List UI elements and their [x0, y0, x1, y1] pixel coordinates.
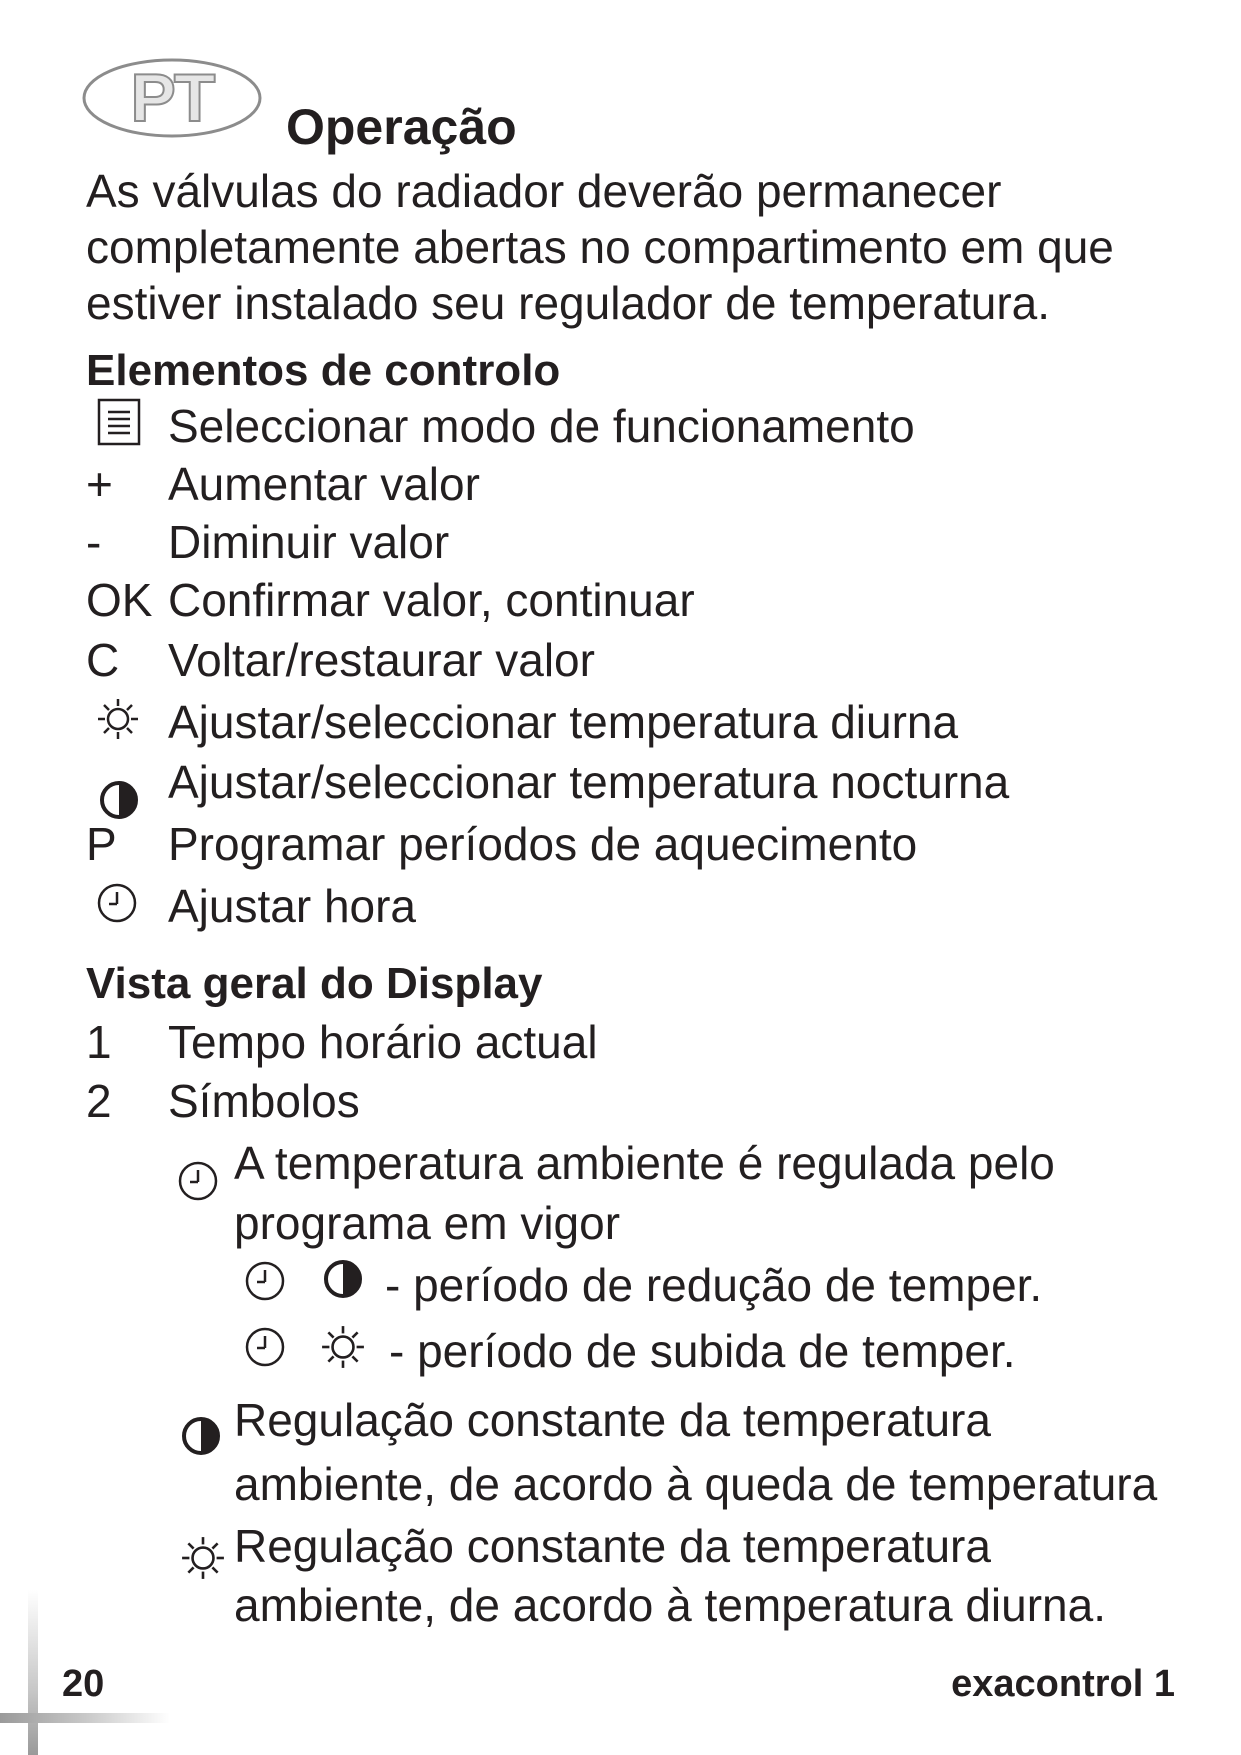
control-key-minus: -	[86, 516, 102, 568]
badge-label: PT	[130, 60, 214, 136]
control-label-day-temp: Ajustar/seleccionar temperatura diurna	[168, 696, 959, 748]
sun-icon	[320, 1324, 366, 1370]
half-moon-icon	[98, 779, 140, 821]
control-label-confirm: Confirmar valor, continuar	[168, 574, 695, 626]
control-label-program: Programar períodos de aquecimento	[168, 818, 918, 870]
corner-mark-vertical	[28, 1590, 38, 1755]
control-label-back: Voltar/restaurar valor	[168, 634, 595, 686]
control-key-p: P	[86, 818, 117, 870]
symbol-rise-text: - período de subida de temper.	[389, 1325, 1016, 1377]
half-moon-icon	[180, 1415, 222, 1457]
control-label-decrease: Diminuir valor	[168, 516, 450, 568]
display-label-symbols: Símbolos	[168, 1075, 360, 1127]
clock-icon	[177, 1160, 219, 1202]
symbol-day-line-1: Regulação constante da temperatura	[234, 1520, 991, 1572]
clock-icon	[244, 1260, 286, 1302]
symbol-program-line-1: A temperatura ambiente é regulada pelo	[234, 1137, 1055, 1189]
control-label-time: Ajustar hora	[168, 880, 417, 932]
clock-icon	[244, 1326, 286, 1368]
symbol-night-line-1: Regulação constante da temperatura	[234, 1394, 991, 1446]
page-number: 20	[62, 1663, 105, 1705]
display-heading: Vista geral do Display	[86, 959, 543, 1008]
control-label-mode: Seleccionar modo de funcionamento	[168, 400, 915, 452]
display-key-2: 2	[86, 1075, 112, 1127]
control-key-c: C	[86, 634, 120, 686]
display-label-time: Tempo horário actual	[168, 1016, 598, 1068]
symbol-night-line-2: ambiente, de acordo à queda de temperatura	[234, 1458, 1158, 1510]
control-label-increase: Aumentar valor	[168, 458, 480, 510]
symbol-day-line-2: ambiente, de acordo à temperatura diurna.	[234, 1579, 1106, 1631]
control-label-night-temp: Ajustar/seleccionar temperatura nocturna	[168, 756, 1010, 808]
intro-line-2: completamente abertas no compartimento em que	[86, 221, 1114, 273]
control-key-plus: +	[86, 458, 113, 510]
corner-mark-horizontal	[0, 1713, 170, 1723]
menu-list-icon	[97, 398, 141, 446]
intro-line-1: As válvulas do radiador deverão permanecer	[86, 165, 1002, 217]
control-key-ok: OK	[86, 574, 153, 626]
display-key-1: 1	[86, 1016, 112, 1068]
symbol-reduction-text: - período de redução de temper.	[385, 1259, 1043, 1311]
clock-icon	[96, 882, 138, 924]
controls-heading: Elementos de controlo	[86, 346, 561, 395]
half-moon-icon	[322, 1258, 364, 1300]
page-title: Operação	[286, 99, 517, 155]
language-badge	[80, 54, 264, 142]
product-name: exacontrol 1	[951, 1663, 1175, 1705]
intro-line-3: estiver instalado seu regulador de temperatura.	[86, 277, 1051, 329]
symbol-program-line-2: programa em vigor	[234, 1197, 621, 1249]
sun-icon	[96, 697, 140, 741]
sun-icon	[180, 1535, 226, 1581]
